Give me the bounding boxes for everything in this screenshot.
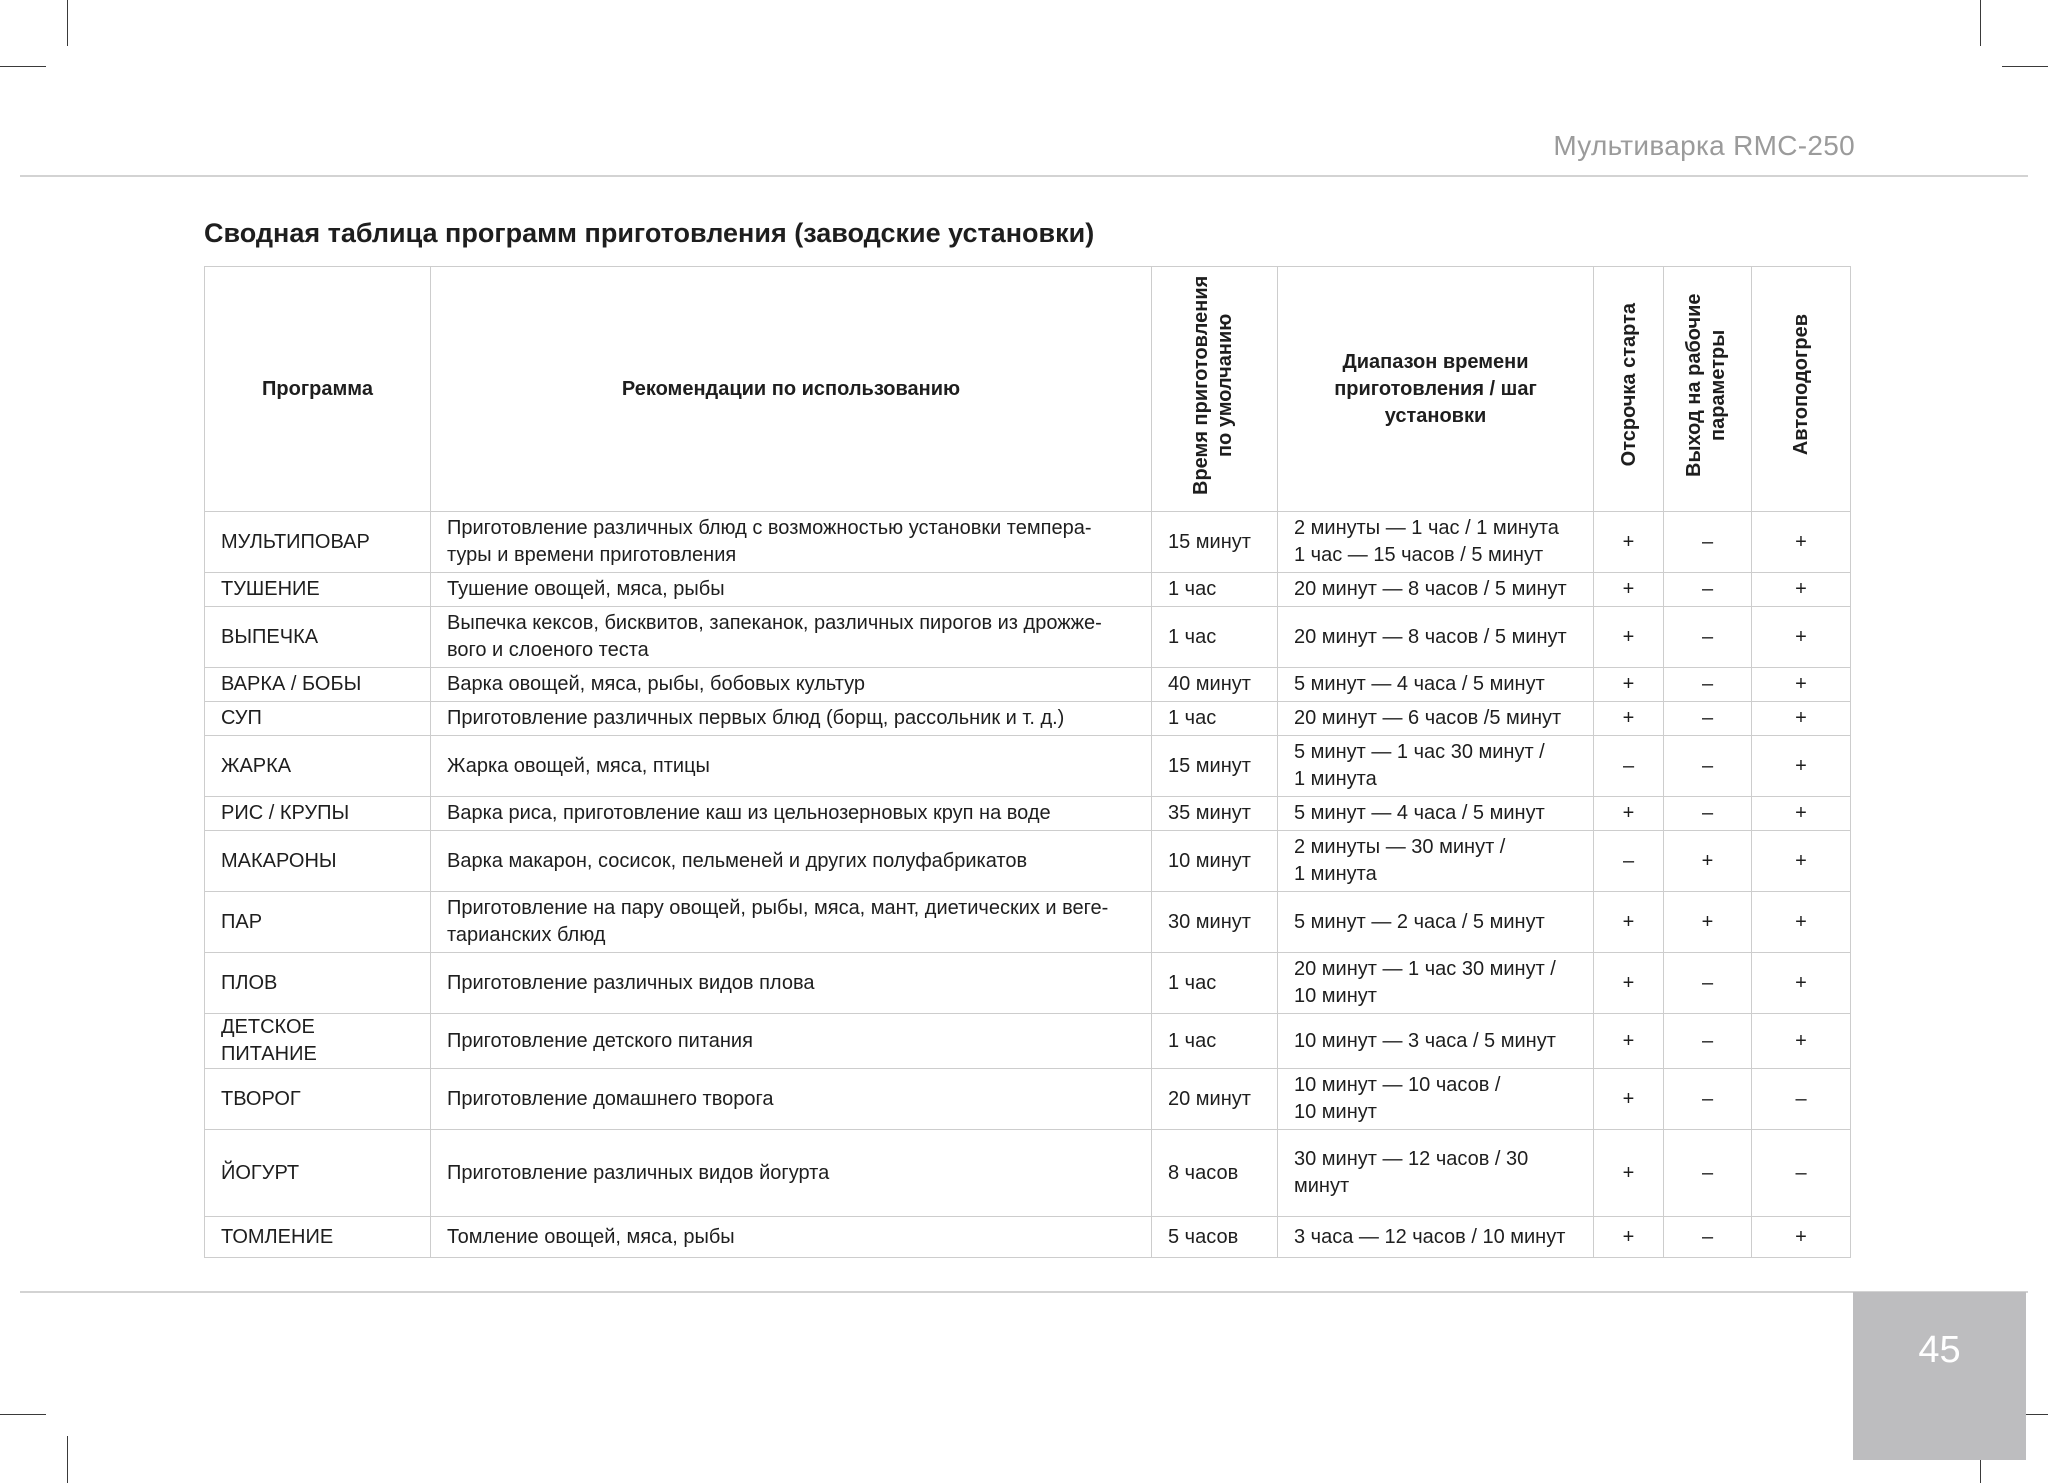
cell-auto-warm: + [1752,797,1851,831]
cell-default-time: 1 час [1152,953,1278,1014]
cell-auto-warm: + [1752,668,1851,702]
cell-default-time: 40 минут [1152,668,1278,702]
cell-range: 20 минут — 8 часов / 5 минут [1278,607,1594,668]
page-number-box [1853,1292,2026,1460]
cell-recommendation: Томление овощей, мяса, рыбы [431,1217,1152,1258]
cell-delay-start: – [1594,831,1664,892]
cell-default-time: 10 минут [1152,831,1278,892]
cell-default-time: 35 минут [1152,797,1278,831]
cell-range: 20 минут — 1 час 30 минут / 10 минут [1278,953,1594,1014]
cell-exit-params: – [1664,1069,1752,1130]
column-header-auto-warm: Автоподогрев [1752,267,1851,512]
table-row [205,831,1851,892]
crop-mark [67,0,68,46]
cell-delay-start: – [1594,736,1664,797]
cell-range: 5 минут — 4 часа / 5 минут [1278,797,1594,831]
cell-recommendation: Приготовление различных видов плова [431,953,1152,1014]
cell-recommendation: Приготовление различных блюд с возможностью установки темпера-туры и времени приготовления [431,512,1152,573]
cell-delay-start: + [1594,1130,1664,1217]
cell-exit-params: – [1664,797,1752,831]
column-header-range: Диапазон времени приготовления / шаг установки [1278,267,1594,512]
cell-auto-warm: + [1752,892,1851,953]
header-rule [20,175,2028,177]
cell-delay-start: + [1594,1217,1664,1258]
cell-default-time: 15 минут [1152,512,1278,573]
cell-recommendation: Приготовление различных первых блюд (борщ, рассольник и т. д.) [431,702,1152,736]
cell-auto-warm: + [1752,573,1851,607]
table-row [205,1014,1851,1069]
cell-default-time: 15 минут [1152,736,1278,797]
cell-program: МУЛЬТИПОВАР [205,512,431,573]
cell-auto-warm: + [1752,736,1851,797]
table-row [205,702,1851,736]
cell-default-time: 1 час [1152,573,1278,607]
cell-exit-params: + [1664,831,1752,892]
cell-default-time: 5 часов [1152,1217,1278,1258]
cell-recommendation: Приготовление различных видов йогурта [431,1130,1152,1217]
cell-recommendation: Варка макарон, сосисок, пельменей и других полуфабрикатов [431,831,1152,892]
page-title: Сводная таблица программ приготовления (заводские установки) [204,218,1095,248]
cell-program: ЙОГУРТ [205,1130,431,1217]
table-row [205,797,1851,831]
cell-auto-warm: + [1752,1014,1851,1069]
cell-range: 10 минут — 3 часа / 5 минут [1278,1014,1594,1069]
cell-program: МАКАРОНЫ [205,831,431,892]
cell-auto-warm: + [1752,1217,1851,1258]
column-header-default-time: Время приготовления по умолчанию [1152,267,1278,512]
cell-delay-start: + [1594,892,1664,953]
cell-delay-start: + [1594,1069,1664,1130]
cell-exit-params: – [1664,1217,1752,1258]
crop-mark [1980,0,1981,46]
table-row [205,1069,1851,1130]
table-row [205,607,1851,668]
cell-exit-params: + [1664,892,1752,953]
cell-auto-warm: + [1752,953,1851,1014]
cell-exit-params: – [1664,953,1752,1014]
table-row [205,736,1851,797]
cell-program: ЖАРКА [205,736,431,797]
cell-recommendation: Приготовление на пару овощей, рыбы, мяса, мант, диетических и веге-тарианских блюд [431,892,1152,953]
table-row [205,953,1851,1014]
running-head: Мультиварка RMC-250 [1553,130,1855,161]
cell-default-time: 30 минут [1152,892,1278,953]
cell-exit-params: – [1664,512,1752,573]
table-row [205,668,1851,702]
table-header-row [205,267,1851,512]
cell-program: ВАРКА / БОБЫ [205,668,431,702]
column-header-recommendation: Рекомендации по использованию [431,267,1152,512]
programs-table [204,266,1851,1258]
footer-rule [20,1291,2028,1293]
crop-mark [0,1414,46,1415]
cell-exit-params: – [1664,736,1752,797]
crop-mark [0,66,46,67]
cell-default-time: 20 минут [1152,1069,1278,1130]
cell-exit-params: – [1664,573,1752,607]
cell-range: 10 минут — 10 часов / 10 минут [1278,1069,1594,1130]
table-row [205,892,1851,953]
cell-delay-start: + [1594,1014,1664,1069]
cell-default-time: 8 часов [1152,1130,1278,1217]
cell-auto-warm: + [1752,607,1851,668]
cell-recommendation: Приготовление детского питания [431,1014,1152,1069]
cell-delay-start: + [1594,573,1664,607]
cell-delay-start: + [1594,512,1664,573]
cell-recommendation: Приготовление домашнего творога [431,1069,1152,1130]
cell-default-time: 1 час [1152,607,1278,668]
cell-exit-params: – [1664,702,1752,736]
cell-range: 5 минут — 1 час 30 минут / 1 минута [1278,736,1594,797]
table-row [205,1217,1851,1258]
column-header-exit-params: Выход на рабочие параметры [1664,267,1752,512]
cell-range: 5 минут — 4 часа / 5 минут [1278,668,1594,702]
cell-program: СУП [205,702,431,736]
cell-default-time: 1 час [1152,1014,1278,1069]
cell-exit-params: – [1664,607,1752,668]
table-row [205,512,1851,573]
table-row [205,573,1851,607]
cell-range: 5 минут — 2 часа / 5 минут [1278,892,1594,953]
cell-program: ПАР [205,892,431,953]
cell-auto-warm: + [1752,831,1851,892]
cell-recommendation: Выпечка кексов, бисквитов, запеканок, различных пирогов из дрожже-вого и слоеного теста [431,607,1152,668]
column-header-program: Программа [205,267,431,512]
cell-program: ВЫПЕЧКА [205,607,431,668]
cell-delay-start: + [1594,797,1664,831]
cell-range: 30 минут — 12 часов / 30 минут [1278,1130,1594,1217]
cell-recommendation: Тушение овощей, мяса, рыбы [431,573,1152,607]
cell-delay-start: + [1594,607,1664,668]
cell-range: 20 минут — 6 часов /5 минут [1278,702,1594,736]
cell-program: ПЛОВ [205,953,431,1014]
cell-auto-warm: + [1752,512,1851,573]
page-number: 45 [1918,1329,1961,1371]
cell-recommendation: Варка риса, приготовление каш из цельнозерновых круп на воде [431,797,1152,831]
cell-program: ДЕТСКОЕ ПИТАНИЕ [205,1014,431,1069]
cell-default-time: 1 час [1152,702,1278,736]
cell-recommendation: Варка овощей, мяса, рыбы, бобовых культур [431,668,1152,702]
crop-mark [2002,66,2048,67]
column-header-delay-start: Отсрочка старта [1594,267,1664,512]
cell-program: ТУШЕНИЕ [205,573,431,607]
cell-auto-warm: – [1752,1130,1851,1217]
cell-program: РИС / КРУПЫ [205,797,431,831]
cell-range: 20 минут — 8 часов / 5 минут [1278,573,1594,607]
cell-range: 2 минуты — 1 час / 1 минута 1 час — 15 часов / 5 минут [1278,512,1594,573]
cell-exit-params: – [1664,1130,1752,1217]
cell-exit-params: – [1664,1014,1752,1069]
cell-recommendation: Жарка овощей, мяса, птицы [431,736,1152,797]
cell-delay-start: + [1594,668,1664,702]
cell-auto-warm: – [1752,1069,1851,1130]
cell-range: 3 часа — 12 часов / 10 минут [1278,1217,1594,1258]
cell-program: ТВОРОГ [205,1069,431,1130]
cell-delay-start: + [1594,953,1664,1014]
cell-program: ТОМЛЕНИЕ [205,1217,431,1258]
cell-exit-params: – [1664,668,1752,702]
cell-delay-start: + [1594,702,1664,736]
crop-mark [67,1436,68,1483]
cell-auto-warm: + [1752,702,1851,736]
cell-range: 2 минуты — 30 минут / 1 минута [1278,831,1594,892]
table-row [205,1130,1851,1217]
